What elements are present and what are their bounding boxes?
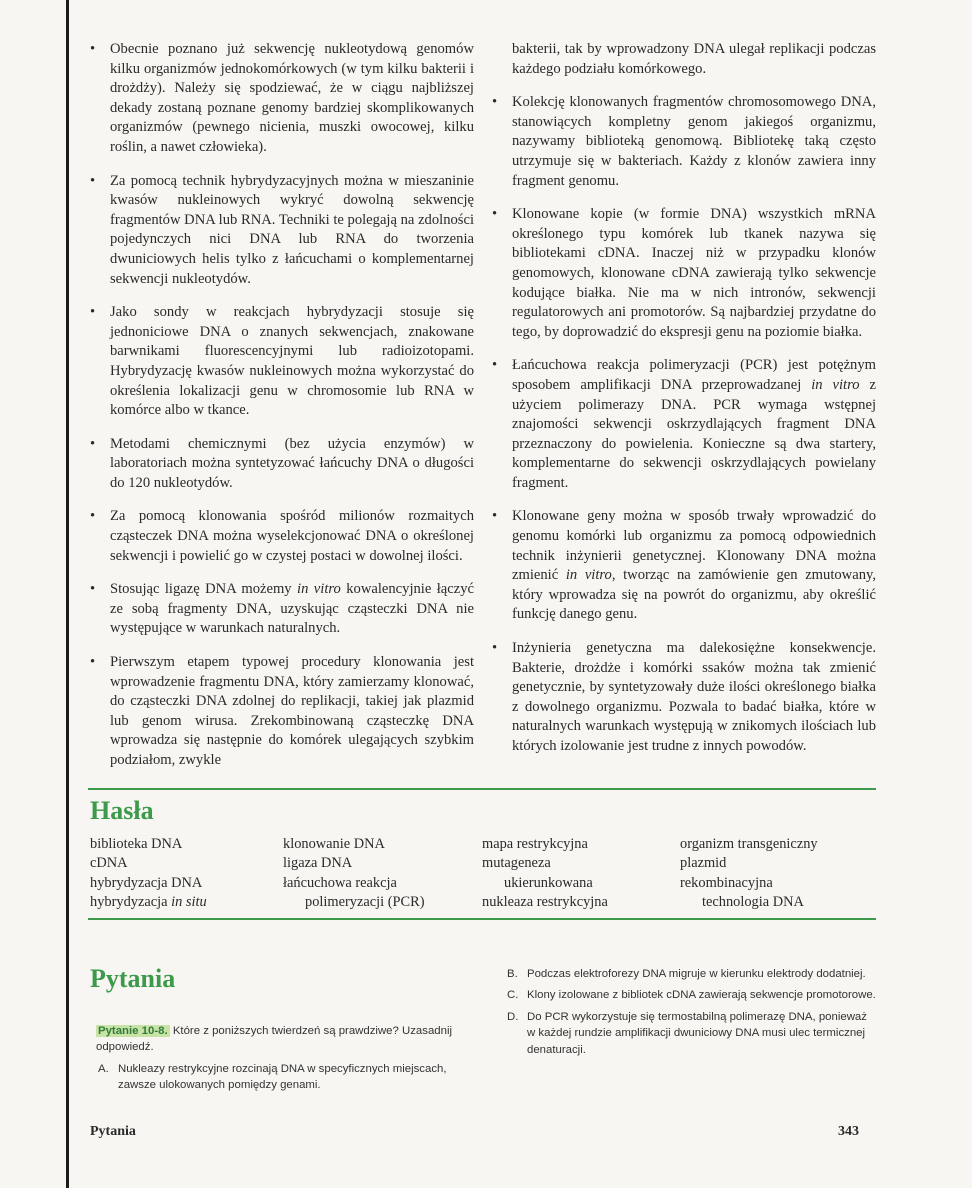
term: łańcuchowa reakcja [283,874,397,891]
question-label: Pytanie 10-8. [98,1025,168,1037]
italic-term: in vitro [565,567,612,584]
questions-right [505,966,877,1058]
bullet-item: • Pierwszym etapem typowej procedury klonowania jest wprowadzenie fragmentu DNA, który zamierzamy klonować, do cząsteczki DNA zdolnej do replikacji, takiej jak plazmid lub genom wirusa. Zrekombinowaną cząsteczkę DNA wprowadza się następnie do komórek ulegających szybkim podziałom, zwykle [88,653,474,771]
italic-term: in situ [171,894,207,911]
left-text-column [88,40,474,785]
right-bullet-list [490,93,876,756]
answer-option-c [505,987,877,1003]
term: cDNA [90,855,128,872]
option-letter: D. [507,1010,519,1023]
term-continuation: technologia DNA [702,894,804,911]
continued-paragraph: bakterii, tak by wprowadzony DNA ulegał replikacji podczas każdego podziału komórkowego. [512,41,876,77]
answer-option-d [505,1009,877,1058]
option-letter: A. [98,1062,109,1075]
term: ligaza DNA [283,855,353,872]
bullet-item: • Kolekcję klonowanych fragmentów chromosomowego DNA, stanowiących kompletny genom jakiegoś organizmu, nazywamy biblioteką genomową. Bibliotekę taką często utrzymuje się w bakteriach. Każdy z klonów zawiera inny fragment genomu. [490,93,876,191]
option-text: Podczas elektroforezy DNA migruje w kierunku elektrody dodatniej. [527,968,866,980]
option-text: Klony izolowane z bibliotek cDNA zawierają sekwencje promotorowe. [527,989,876,1002]
terms-column-4 [680,835,818,913]
bullet-item: • Metodami chemicznymi (bez użycia enzymów) w laboratoriach można syntetyzować łańcuchy DNA o długości do 120 nukleotydów. [88,435,474,494]
text-fragment: kowalencyjnie łączyć ze sobą fragmenty DNA, uzyskując cząsteczki DNA nie występujące w warunkach naturalnych. [110,581,474,637]
answer-option-b [505,966,877,982]
bullet-item: • Jako sondy w reakcjach hybrydyzacji stosuje się jednoniciowe DNA o znanych sekwencjach, znakowane barwnikami fluorescencyjnymi lub radioizotopami. Hybrydyzację kwasów nukleinowych można wykorzystać do określenia lokalizacji genu w chromosomie lub RNA w komórce albo w tkance. [88,303,474,421]
text-fragment: , tworząc na zamówienie gen zmutowany, który wprowadza się na powrót do organizmu, aby określić funkcję danego genu. [512,567,876,623]
term: mapa restrykcyjna [482,836,588,852]
term: nukleaza restrykcyjna [482,894,608,911]
bullet-item-transgene [490,507,876,625]
right-text-column [490,40,876,771]
option-letter: C. [507,989,519,1002]
italic-term: in vitro [297,581,341,598]
term [90,893,207,912]
option-text: Do PCR wykorzystuje się termostabilną polimerazę DNA, ponieważ w każdej rundzie amplifikacji dwuniciowy DNA musi ulec termicznej denaturacji. [527,1010,867,1056]
running-footer: Pytania [90,1124,136,1139]
term: klonowanie DNA [283,836,385,852]
question-text: Które z poniższych twierdzeń są prawdziwe? Uzasadnij odpowiedź. [96,1025,453,1054]
term: biblioteka DNA [90,836,183,852]
bullet-item: • Klonowane kopie (w formie DNA) wszystkich mRNA określonego typu komórek lub tkanek nazywa się bibliotekami cDNA. Inaczej niż w przypadku klonów genomowych, klonowane cDNA zawierają tylko sekwencje kodujące białka. Nie ma w nich intronów, sekwencji regulatorowych ani promotorów. Są najbardziej przydatne do tego, by doprowadzić do ekspresji genu na poziomie białka. [490,205,876,342]
term: plazmid [680,855,727,872]
term: organizm transgeniczny [680,836,818,852]
bullet-item: • Za pomocą technik hybrydyzacyjnych można w mieszaninie kwasów nukleinowych wykryć dowolną sekwencję fragmentów DNA lub RNA. Techniki te polegają na zdolności pojedynczych nici DNA lub RNA do tworzenia dwuniciowych helis tylko z łańcuchami o komplementarnej sekwencji nukleotydów. [88,172,474,290]
bullet-item-pcr [490,356,876,493]
terms-column-3 [482,835,608,913]
term: hybrydyzacja DNA [90,874,203,891]
page-number: 343 [838,1124,859,1139]
term: rekombinacyjna [680,874,773,891]
scan-binding-edge [66,0,69,1188]
option-letter: B. [507,968,518,980]
term-continuation: polimeryzacji (PCR) [305,894,425,911]
section-rule-bottom [88,918,876,920]
text-fragment: Stosując ligazę DNA możemy [110,581,298,598]
option-text: Nukleazy restrykcyjne rozcinają DNA w specyficznych miejscach, zawsze ulokowanych pomiędzy genami. [118,1062,447,1092]
hasla-title: Hasła [90,796,154,825]
bullet-item: • Za pomocą klonowania spośród milionów rozmaitych cząsteczek DNA można wyselekcjonować DNA o określonej sekwencji i powielić go w czystej postaci w dowolnej ilości. [88,507,474,566]
bullet-item-ligase [88,580,474,639]
question [96,1023,466,1056]
bullet-item: • Obecnie poznano już sekwencję nukleotydową genomów kilku organizmów jednokomórkowych (w tym kilku bakterii i drożdży). Należy się spodziewać, że w ciągu najbliższej dekady zostaną poznane genomy bardziej skomplikowanych organizmów (pewnego nicienia, muszki owocowej, kilku roślin, a nawet człowieka). [88,40,474,158]
term-text: hybrydyzacja [90,894,172,911]
bullet-item: • Inżynieria genetyczna ma dalekosiężne konsekwencje. Bakterie, drożdże i komórki ssaków można tak zmienić genetycznie, by syntetyzowały duże ilości określonego białka z dowolnego organizmu. Pozwala to badać białka, które w naturalnych warunkach występują w znikomych ilościach lub których izolowanie jest trudne z innych powodów. [490,639,876,757]
text-fragment: Łańcuchowa reakcja polimeryzacji (PCR) jest potężnym sposobem amplifikacji DNA przeprowadzanej [512,357,876,393]
terms-column-1 [90,835,207,913]
text-fragment: z użyciem polimerazy DNA. PCR wymaga wstępnej znajomości sekwencji oskrzydlających fragment DNA przeznaczony do powielenia. Konieczne są dwa startery, komplementarne do sekwencji oskrzydlających powielany fragment. [512,376,876,491]
left-bullet-list [88,40,474,771]
terms-column-2 [283,835,425,913]
answer-option-a [96,1061,466,1094]
questions-left [96,1023,466,1094]
term: mutageneza [482,855,551,872]
pytania-title: Pytania [90,964,176,993]
section-rule-top [88,788,876,790]
term-continuation: ukierunkowana [504,874,593,891]
italic-term: in vitro [811,376,860,393]
text-fragment: Klonowane geny można w sposób trwały wprowadzić do genomu komórki lub organizmu za pomocą odpowiednich technik inżynierii genetycznej. Klonowany DNA można zmienić [512,508,876,584]
